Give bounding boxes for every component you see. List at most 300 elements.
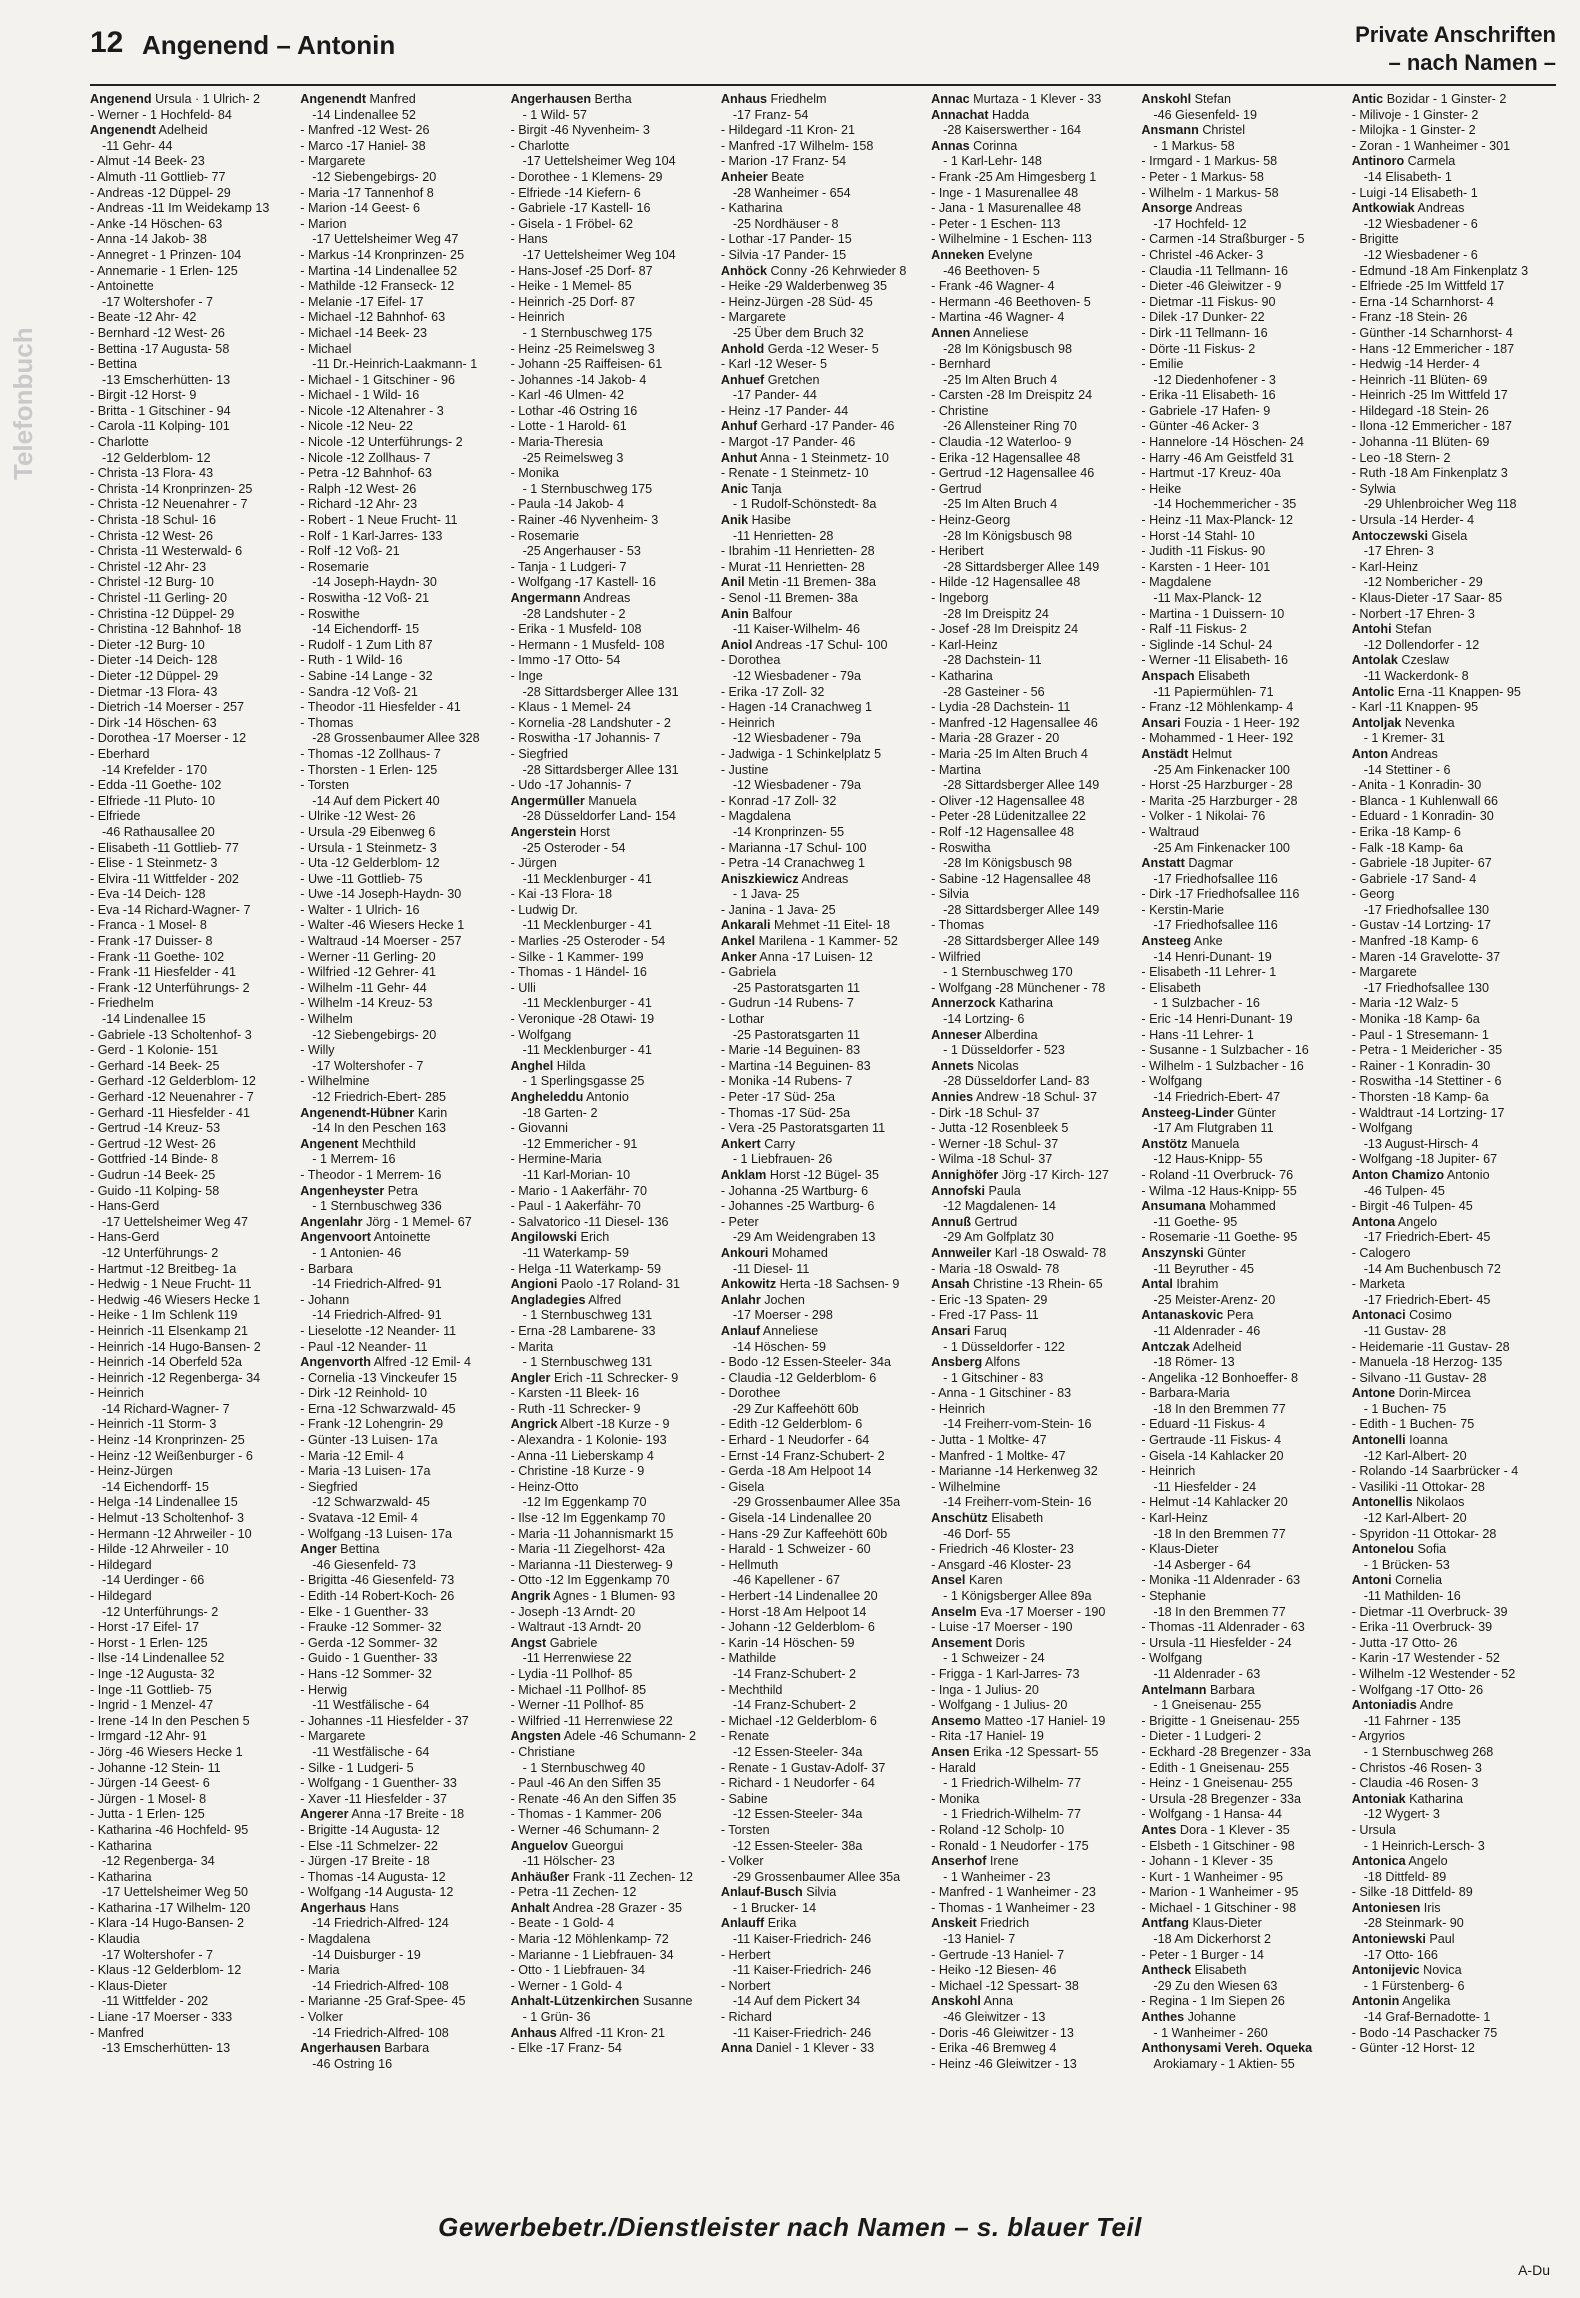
directory-entry [300,638,504,654]
directory-entry [931,1714,1135,1730]
entry-details: - 1 Königsberger Allee 89a [943,1589,1092,1603]
entry-surname: Angenent [300,1136,359,1151]
entry-details: - Spyridon -11 Ottokar- 28 [1351,1526,1497,1541]
directory-entry [721,1823,925,1839]
directory-entry [511,2010,715,2026]
directory-entry [1352,1059,1556,1075]
directory-entry [1352,996,1556,1012]
directory-entry [1352,2041,1556,2057]
directory-column [511,92,715,2192]
directory-entry [931,1885,1135,1901]
directory-entry [300,1293,504,1309]
entry-details: - Herbert [720,1947,771,1962]
entry-details: - Dorothee [720,1386,781,1401]
directory-entry [1352,154,1556,170]
directory-entry [931,1449,1135,1465]
entry-details: Mohamed [771,1245,828,1260]
directory-entry [90,264,294,280]
directory-entry [1141,1449,1345,1465]
directory-entry [300,1527,504,1543]
entry-details: - Heinrich -14 Hugo-Bansen- 2 [90,1339,261,1354]
entry-details: - Werner -11 Gerling- 20 [300,949,436,964]
entry-details: -11 Karl-Morian- 10 [522,1167,631,1182]
entry-details: - Heinrich -11 Storm- 3 [90,1417,217,1432]
directory-entry [1141,2057,1345,2073]
directory-entry [511,310,715,326]
directory-column [1141,92,1345,2192]
directory-entry [300,872,504,888]
directory-entry [300,170,504,186]
entry-details: - Maria -17 Tannenhof 8 [300,185,434,200]
entry-details: Alfons [985,1355,1021,1370]
directory-entry [511,1074,715,1090]
directory-entry [90,560,294,576]
directory-entry [300,232,504,248]
entry-details: -11 Herrenwiese 22 [522,1651,632,1666]
directory-entry [931,1386,1135,1402]
directory-entry [1141,1059,1345,1075]
entry-details: -12 Siebengebirgs- 20 [312,169,437,184]
entry-details: - Kornelia -28 Landshuter - 2 [510,715,671,730]
directory-entry [511,1885,715,1901]
directory-entry [300,2010,504,2026]
entry-details: Gueorgui [571,1838,624,1853]
entry-details: - Waltraud [1141,824,1200,839]
directory-entry [511,1417,715,1433]
entry-details: Erich [580,1230,610,1245]
directory-entry [511,934,715,950]
directory-entry [721,560,925,576]
directory-entry [1141,1807,1345,1823]
directory-entry [300,466,504,482]
directory-entry [511,326,715,342]
directory-entry [90,1823,294,1839]
directory-entry [721,482,925,498]
directory-entry [90,1137,294,1153]
directory-entry [721,1402,925,1418]
directory-entry [1141,1932,1345,1948]
entry-details: - Maria -12 Walz- 5 [1351,996,1459,1011]
entry-details: - Heinrich [510,310,565,325]
entry-details: - Antoinette [90,279,154,294]
directory-entry [90,1043,294,1059]
entry-details: - 1 Rudolf-Schönstedt- 8a [732,497,877,512]
entry-details: - Johann -12 Gelderblom- 6 [720,1620,875,1635]
entry-details: - Bodo -12 Essen-Steeler- 34a [720,1355,891,1370]
entry-surname: Anin [720,606,749,621]
directory-entry [721,404,925,420]
directory-entry [300,404,504,420]
directory-entry [90,1012,294,1028]
entry-details: - Margarete [720,310,786,325]
entry-surname: Antal [1141,1277,1173,1292]
entry-details: -14 Friedrich-Alfred- 108 [312,2025,449,2040]
directory-entry [1352,1651,1556,1667]
directory-entry [931,731,1135,747]
directory-entry [300,950,504,966]
entry-details: - Norbert -17 Ehren- 3 [1351,606,1475,621]
directory-entry [1141,1152,1345,1168]
entry-surname: Anhut [720,450,758,465]
directory-entry [1352,170,1556,186]
entry-details: - Uwe -11 Gottlieb- 75 [300,871,423,886]
directory-entry [1141,544,1345,560]
directory-entry [1141,154,1345,170]
entry-details: - Hans-Josef -25 Dorf- 87 [510,263,653,278]
entry-details: Conny -26 Kehrwieder 8 [770,263,907,278]
entry-details: -29 Zur Kaffeehött 60b [732,1401,859,1416]
entry-details: -46 Beethoven- 5 [943,263,1040,278]
entry-details: - Manuela -18 Herzog- 135 [1351,1355,1503,1370]
entry-details: - Ursula -11 Hiesfelder - 24 [1141,1635,1292,1650]
directory-entry [931,1215,1135,1231]
entry-details: - Kai -13 Flora- 18 [510,887,613,902]
entry-details: - Gertraude -11 Fiskus- 4 [1141,1433,1282,1448]
directory-entry [1141,918,1345,934]
directory-entry [1141,841,1345,857]
entry-details: - Rainer -46 Nyvenheim- 3 [510,513,659,528]
entry-details: - Erna -28 Lambarene- 33 [510,1323,656,1338]
entry-details: - Hedwig -46 Wiesers Hecke 1 [90,1292,261,1307]
entry-details: - Ulrike -12 West- 26 [300,809,416,824]
entry-details: -18 In den Bremmen 77 [1153,1604,1286,1619]
directory-entry [1141,1371,1345,1387]
entry-details: - Sabine -12 Hagensallee 48 [931,871,1091,886]
directory-entry [90,1932,294,1948]
entry-details: - Lothar -17 Pander- 15 [720,232,852,247]
directory-entry [511,903,715,919]
entry-details: -14 Henri-Dunant- 19 [1153,949,1272,964]
entry-details: - Gabriele -17 Hafen- 9 [1141,403,1271,418]
entry-details: - 1 Sternbuschweg 175 [522,325,653,340]
entry-details: -14 Richard-Wagner- 7 [102,1401,230,1416]
directory-entry [721,1355,925,1371]
directory-column [90,92,294,2192]
directory-entry [511,451,715,467]
directory-entry [300,1698,504,1714]
entry-details: - Volker [720,1854,764,1869]
entry-details: - Wolfgang -13 Luisen- 17a [300,1526,452,1541]
directory-entry [931,981,1135,997]
entry-details: - Edith - 1 Buchen- 75 [1351,1417,1475,1432]
directory-entry [1352,279,1556,295]
entry-details: -29 Am Weidengraben 13 [732,1230,876,1245]
entry-details: - Elke - 1 Guenther- 33 [300,1604,429,1619]
entry-details: - Heinrich -14 Oberfeld 52a [90,1355,242,1370]
directory-entry [511,747,715,763]
entry-details: - Veronique -28 Otawi- 19 [510,1012,655,1027]
directory-entry [1141,1417,1345,1433]
entry-details: -12 Haus-Knipp- 55 [1153,1152,1263,1167]
directory-entry [1352,622,1556,638]
directory-entry [1141,1262,1345,1278]
directory-entry [300,1199,504,1215]
entry-details: - Dietrich -14 Moerser - 257 [90,700,244,715]
entry-surname: Anton Chamizo [1351,1167,1445,1182]
directory-entry [721,1636,925,1652]
entry-details: - Ursula [1351,1822,1396,1837]
directory-entry [300,1761,504,1777]
directory-entry [721,981,925,997]
entry-details: - Elke -17 Franz- 54 [510,2041,622,2056]
entry-details: - Rolando -14 Saarbrücker - 4 [1351,1464,1519,1479]
entry-details: -11 Mecklenburger - 41 [522,996,652,1011]
entry-details: - Maren -14 Gravelotte- 37 [1351,949,1501,964]
entry-details: - Helga -14 Lindenallee 15 [90,1495,238,1510]
entry-details: - Hermine-Maria [510,1152,602,1167]
entry-surname: Angenendt [300,92,367,106]
entry-details: - Michael [300,341,352,356]
entry-details: - Nicole -12 Unterführungs- 2 [300,435,463,450]
entry-details: - 1 Buchen- 75 [1363,1401,1447,1416]
entry-details: - Marion [300,216,347,231]
entry-details: Gerhard -17 Pander- 46 [760,419,895,434]
entry-details: - Erika -17 Zoll- 32 [720,684,825,699]
directory-entry [511,217,715,233]
directory-entry [511,1558,715,1574]
directory-entry [721,1152,925,1168]
entry-details: - Hermann -12 Ahrweiler - 10 [90,1526,252,1541]
entry-details: Bertha [594,92,632,106]
directory-entry [721,2041,925,2057]
directory-entry [721,1215,925,1231]
entry-details: Gisela [1431,528,1468,543]
directory-entry [1352,1121,1556,1137]
entry-surname: Antoljak [1351,715,1402,730]
entry-details: - Heinz-Jürgen -28 Süd- 45 [720,294,873,309]
directory-entry [931,1511,1135,1527]
directory-entry [511,1480,715,1496]
directory-entry [1141,248,1345,264]
directory-entry [721,1698,925,1714]
entry-details: - Dorothea -17 Moerser - 12 [90,731,247,746]
directory-entry [721,965,925,981]
entry-details: - Gabriele -17 Sand- 4 [1351,871,1477,886]
entry-surname: Anil [720,575,745,590]
entry-details: - Elfriede -14 Kiefern- 6 [510,185,641,200]
directory-entry [721,778,925,794]
entry-details: - Günther -14 Scharnhorst- 4 [1351,325,1513,340]
directory-entry [931,1464,1135,1480]
directory-entry [511,1059,715,1075]
directory-entry [90,373,294,389]
directory-entry [300,1901,504,1917]
directory-entry [1141,653,1345,669]
entry-details: - Marianne -25 Graf-Spee- 45 [300,1994,466,2009]
entry-details: - Hans -11 Lehrer- 1 [1141,1027,1254,1042]
entry-surname: Anlauff [720,1916,765,1931]
directory-entry [931,1324,1135,1340]
entry-details: - Michael -11 Pollhof- 85 [510,1682,647,1697]
directory-entry [1352,217,1556,233]
entry-details: - Heinrich -25 Im Wittfeld 17 [1351,388,1508,403]
directory-entry [721,1495,925,1511]
directory-entry [90,451,294,467]
entry-surname: Antonellis [1351,1495,1413,1510]
entry-surname: Anschütz [931,1511,988,1526]
directory-entry [300,497,504,513]
directory-entry [300,1277,504,1293]
entry-details: -14 Uerdinger - 66 [102,1573,205,1588]
entry-details: - Hans -12 Emmericher - 187 [1351,341,1515,356]
entry-details: - 1 Heinrich-Lersch- 3 [1363,1838,1485,1853]
entry-details: Horst -12 Bügel- 35 [769,1167,880,1182]
entry-details: - Uta -12 Gelderblom- 12 [300,856,440,871]
directory-entry [300,435,504,451]
entry-surname: Anton [1351,746,1389,761]
directory-entry [300,903,504,919]
entry-details: -28 Gasteiner - 56 [943,684,1045,699]
entry-surname: Antheck [1141,1963,1192,1978]
directory-entry [1352,981,1556,997]
entry-details: Nikolaos [1416,1495,1465,1510]
entry-details: - Thomas -14 Augusta- 12 [300,1869,446,1884]
directory-entry [931,794,1135,810]
entry-details: - Maria -12 Emil- 4 [300,1448,404,1463]
entry-surname: Anik [720,513,749,528]
directory-entry [721,1620,925,1636]
directory-entry [931,217,1135,233]
entry-details: - Thomas - 1 Wanheimer - 23 [931,1900,1095,1915]
entry-details: Irene [989,1854,1019,1869]
entry-details: - Elfriede -25 Im Wittfeld 17 [1351,279,1505,294]
directory-entry [511,1495,715,1511]
entry-surname: Antonelou [1351,1542,1414,1557]
entry-surname: Anneser [931,1027,982,1042]
entry-details: -14 Joseph-Haydn- 30 [312,575,437,590]
entry-details: - Werner -18 Schul- 37 [931,1136,1059,1151]
entry-details: -14 Graf-Bernadotte- 1 [1363,2010,1491,2025]
directory-entry [90,1745,294,1761]
entry-details: - Gertrud -12 West- 26 [90,1136,216,1151]
entry-details: - Lothar -46 Ostring 16 [510,403,638,418]
entry-details: -28 Im Königsbusch 98 [943,528,1072,543]
directory-entry [90,92,294,108]
directory-entry [1352,1262,1556,1278]
entry-details: - Hagen -14 Cranachweg 1 [720,700,873,715]
directory-entry [511,1137,715,1153]
directory-entry [300,1402,504,1418]
entry-details: - Jutta -17 Otto- 26 [1351,1635,1458,1650]
entry-surname: Antanaskovic [1141,1308,1224,1323]
entry-details: - 1 Wild- 57 [522,107,587,122]
directory-entry [721,264,925,280]
entry-details: - Jana - 1 Masurenallee 48 [931,201,1081,216]
entry-surname: Annofski [931,1183,986,1198]
entry-details: - Norbert [720,1978,771,1993]
entry-details: - Thomas - 1 Händel- 16 [510,965,647,980]
directory-entry [300,1308,504,1324]
entry-details: - Klaudia [90,1932,140,1947]
entry-details: -14 Elisabeth- 1 [1363,169,1452,184]
entry-details: - Monika [510,466,559,481]
entry-details: - Klara -14 Hugo-Bansen- 2 [90,1916,245,1931]
entry-details: - Birgit -46 Tulpen- 45 [1351,1199,1473,1214]
entry-details: -29 Grossenbaumer Allee 35a [732,1869,901,1884]
entry-details: -14 Lindenallee 52 [312,107,416,122]
entry-details: - Hedwig -14 Herder- 4 [1351,357,1480,372]
directory-entry [511,1776,715,1792]
entry-details: - Joseph -13 Arndt- 20 [510,1604,636,1619]
directory-entry [511,373,715,389]
entry-details: - Ingrid - 1 Menzel- 47 [90,1698,214,1713]
directory-entry [721,996,925,1012]
entry-details: - Inga - 1 Julius- 20 [931,1682,1039,1697]
directory-entry [511,1043,715,1059]
entry-surname: Angsten [510,1729,561,1744]
directory-entry [511,2041,715,2057]
directory-entry [1352,1464,1556,1480]
directory-entry [300,965,504,981]
entry-details: - Erna -14 Scharnhorst- 4 [1351,294,1494,309]
entry-details: - Maria -13 Luisen- 17a [300,1464,431,1479]
directory-entry [931,1558,1135,1574]
directory-entry [511,201,715,217]
directory-entry [1141,872,1345,888]
entry-surname: Angladegies [510,1292,586,1307]
directory-entry [511,435,715,451]
entry-details: Elisabeth [1198,668,1250,683]
directory-entry [90,388,294,404]
entry-details: - Silke -18 Dittfeld- 89 [1351,1885,1473,1900]
entry-details: - Guido - 1 Guenther- 33 [300,1651,438,1666]
entry-details: - Torsten [720,1822,770,1837]
directory-entry [1141,1028,1345,1044]
directory-entry [90,1184,294,1200]
entry-details: Stefan [1194,92,1232,106]
directory-entry [300,1121,504,1137]
entry-surname: Anstädt [1141,746,1189,761]
entry-details: - Christel -12 Ahr- 23 [90,559,207,574]
entry-details: - Frank -46 Wagner- 4 [931,279,1055,294]
directory-entry [721,918,925,934]
directory-entry [1352,1963,1556,1979]
entry-details: - Liane -17 Moerser - 333 [90,2010,233,2025]
entry-details: - 1 Karl-Lehr- 148 [943,154,1042,169]
entry-details: - Hannelore -14 Höschen- 24 [1141,435,1304,450]
directory-entry [300,1184,504,1200]
entry-details: - Anna -11 Lieberskamp 4 [510,1448,654,1463]
directory-entry [721,1184,925,1200]
entry-surname: Antkowiak [1351,201,1415,216]
directory-entry [721,170,925,186]
entry-details: - Sabine [720,1791,768,1806]
directory-entry [1352,607,1556,623]
entry-details: - Monika -18 Kamp- 6a [1351,1012,1480,1027]
entry-details: - Johanne -12 Stein- 11 [90,1760,221,1775]
entry-details: -12 Wygert- 3 [1363,1807,1440,1822]
entry-details: - Friedrich -46 Kloster- 23 [931,1542,1074,1557]
entry-details: - Barbara [300,1261,353,1276]
entry-details: - Günter -13 Luisen- 17a [300,1433,438,1448]
directory-entry [511,1246,715,1262]
entry-details: - Waltraut -13 Arndt- 20 [510,1620,641,1635]
directory-entry [1352,1028,1556,1044]
directory-entry [931,404,1135,420]
entry-surname: Ansement [931,1635,993,1650]
entry-details: Elisabeth [1194,1963,1247,1978]
entry-details: - Christel -46 Acker- 3 [1141,247,1264,262]
directory-entry [1352,591,1556,607]
entry-details: - Petra -14 Cranachweg 1 [720,856,866,871]
entry-details: -14 Stettiner - 6 [1363,762,1451,777]
entry-details: - Sabine -14 Lange - 32 [300,668,433,683]
entry-details: -46 Ostring 16 [312,2056,393,2071]
entry-details: - Willy [300,1043,335,1058]
entry-details: Arokiamary - 1 Aktien- 55 [1153,2056,1295,2071]
directory-entry [300,1137,504,1153]
entry-details: - Volker - 1 Nikolai- 76 [1141,809,1266,824]
